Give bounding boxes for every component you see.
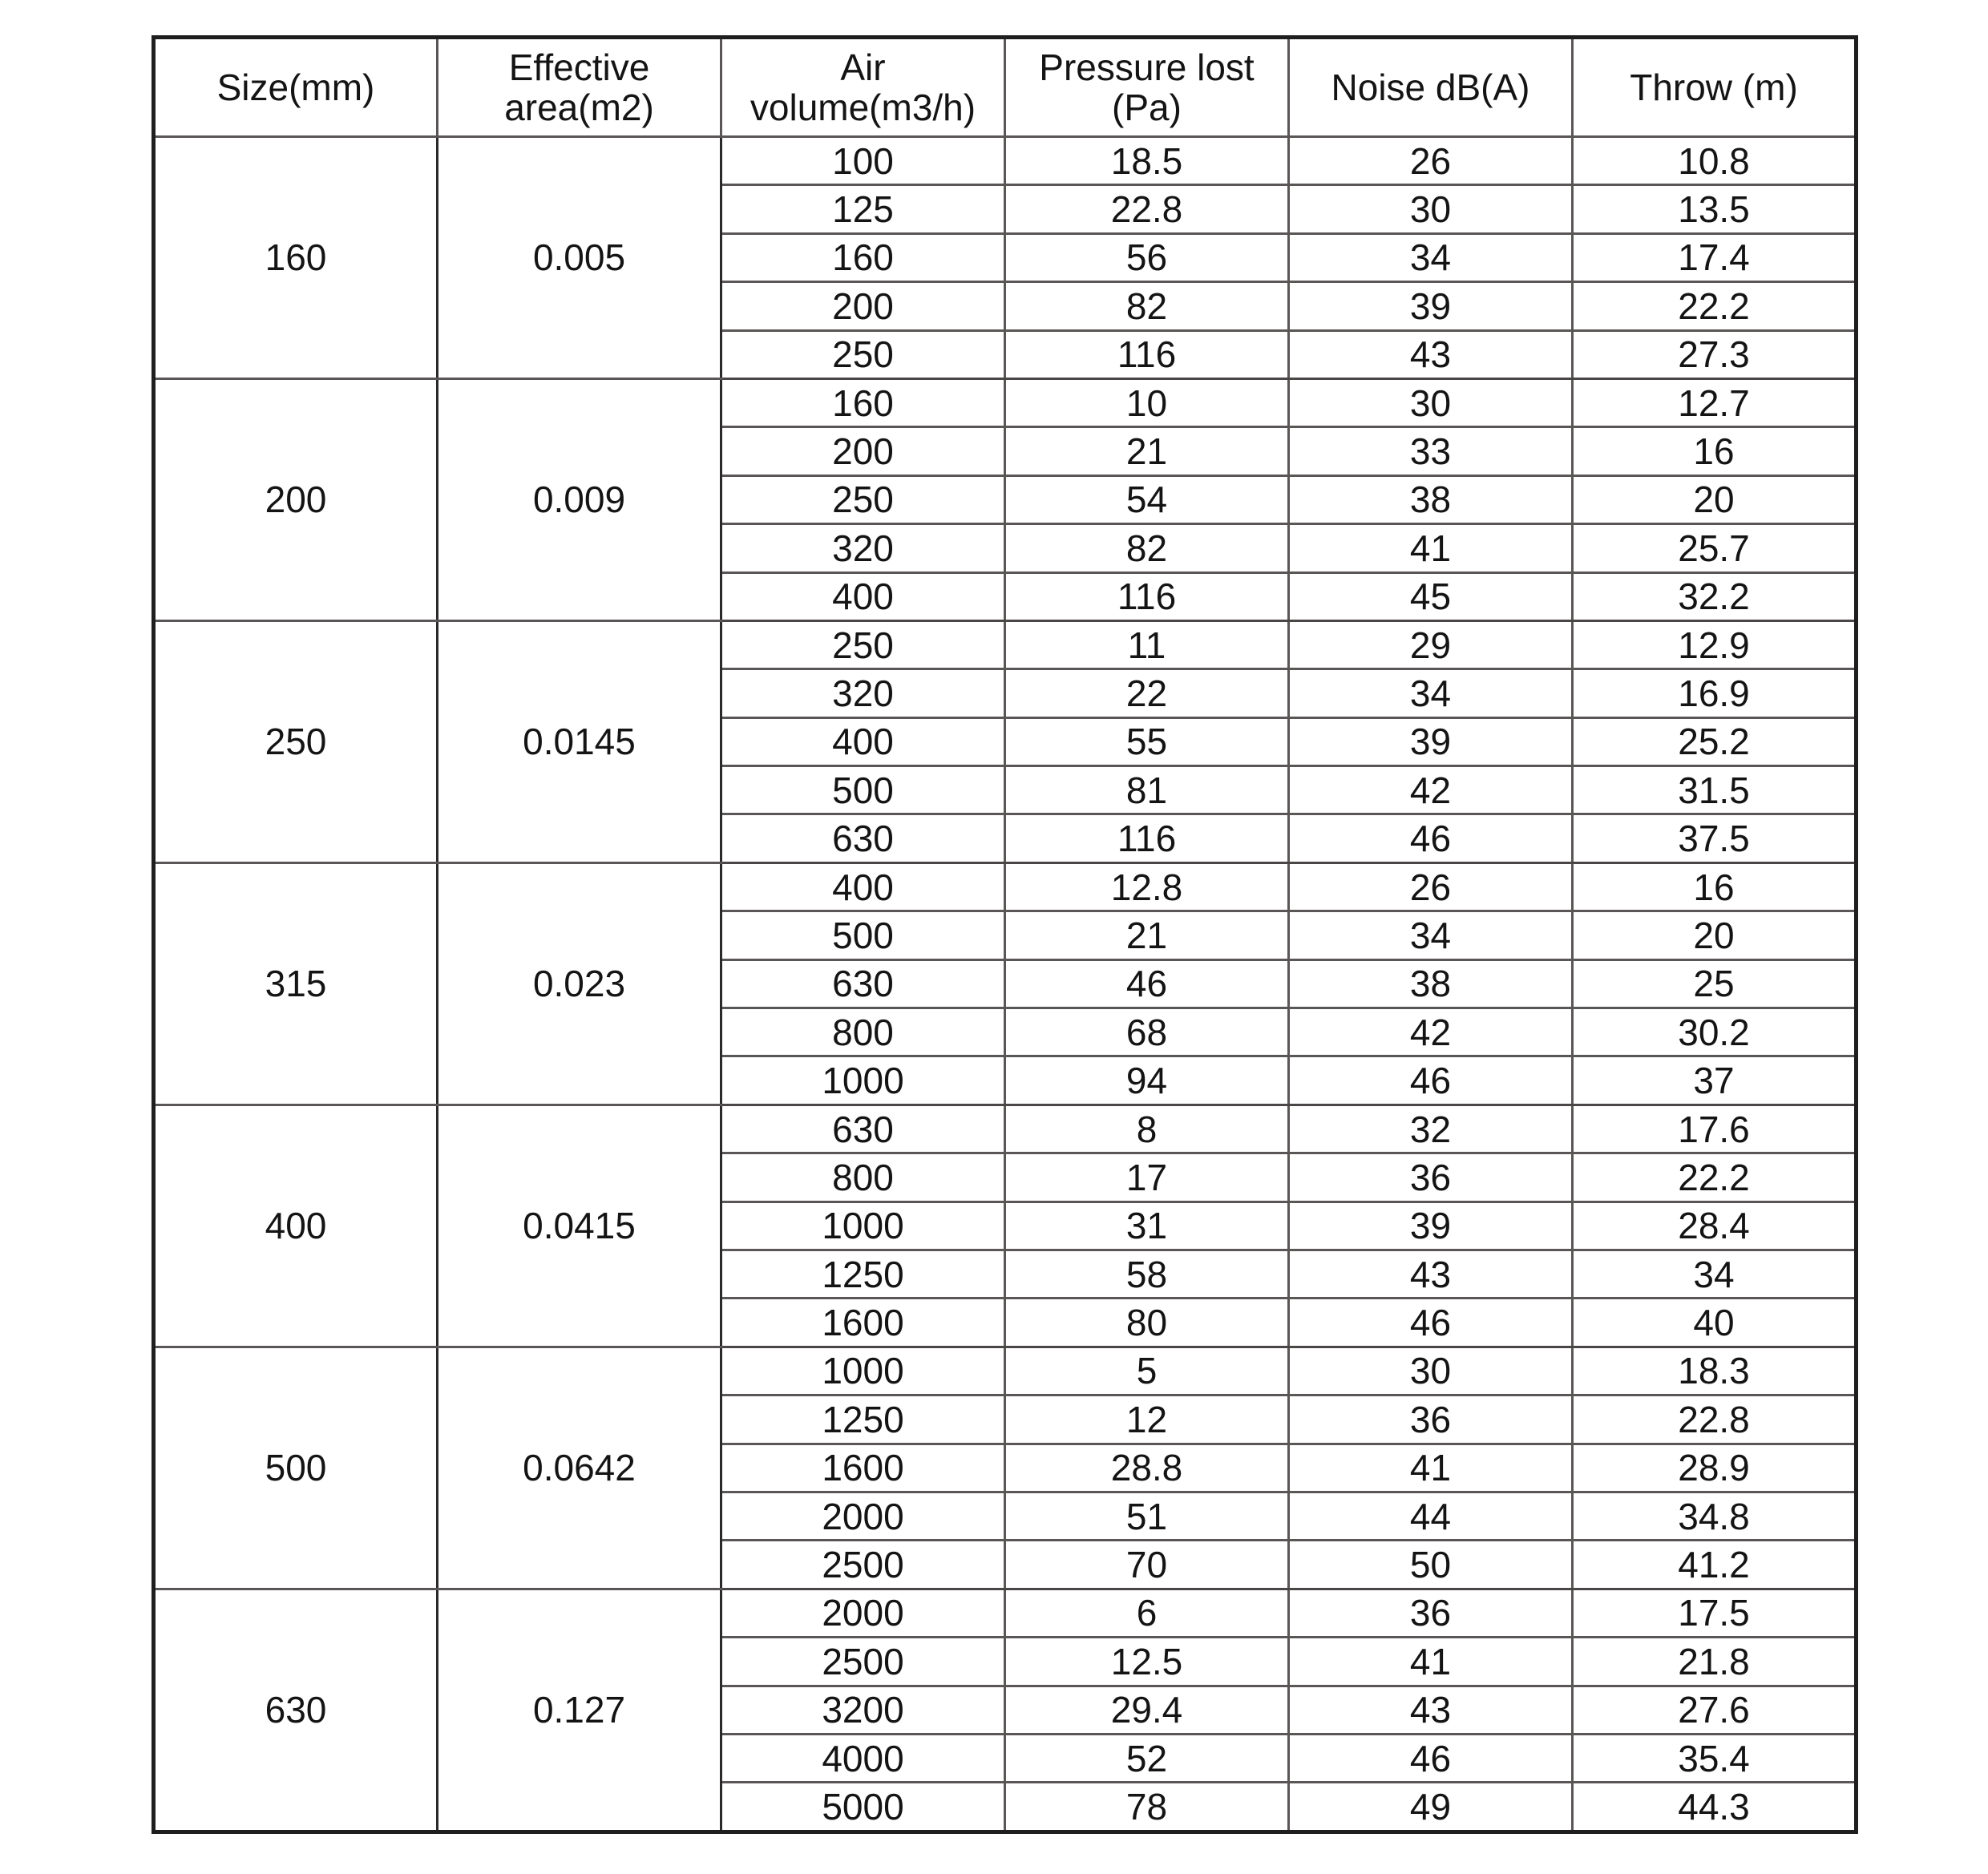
column-header-effective-area-line: Effective [508, 46, 650, 88]
air-volume-cell: 100 [721, 137, 1005, 185]
pressure-lost-cell: 116 [1005, 814, 1289, 862]
noise-cell: 39 [1289, 282, 1573, 330]
throw-cell: 13.5 [1573, 185, 1857, 233]
air-volume-cell: 4000 [721, 1734, 1005, 1782]
pressure-lost-cell: 22.8 [1005, 185, 1289, 233]
throw-cell: 25.2 [1573, 717, 1857, 765]
effective-area-cell: 0.0415 [438, 1105, 721, 1347]
pressure-lost-cell: 21 [1005, 911, 1289, 959]
air-volume-cell: 5000 [721, 1783, 1005, 1832]
air-volume-cell: 1250 [721, 1395, 1005, 1444]
pressure-lost-cell: 78 [1005, 1783, 1289, 1832]
throw-cell: 28.9 [1573, 1444, 1857, 1492]
air-volume-cell: 1250 [721, 1250, 1005, 1298]
size-cell: 315 [154, 862, 438, 1105]
noise-cell: 50 [1289, 1541, 1573, 1589]
air-volume-cell: 500 [721, 911, 1005, 959]
noise-cell: 39 [1289, 1202, 1573, 1250]
throw-cell: 20 [1573, 911, 1857, 959]
noise-cell: 26 [1289, 862, 1573, 911]
noise-cell: 43 [1289, 1686, 1573, 1734]
air-volume-cell: 250 [721, 330, 1005, 378]
throw-cell: 22.2 [1573, 1153, 1857, 1202]
pressure-lost-cell: 54 [1005, 475, 1289, 523]
throw-cell: 16 [1573, 427, 1857, 475]
throw-cell: 30.2 [1573, 1008, 1857, 1056]
pressure-lost-cell: 28.8 [1005, 1444, 1289, 1492]
noise-cell: 41 [1289, 524, 1573, 572]
noise-cell: 29 [1289, 620, 1573, 668]
noise-cell: 46 [1289, 1298, 1573, 1347]
column-header-air-volume [721, 38, 1005, 137]
air-volume-cell: 400 [721, 862, 1005, 911]
air-volume-cell: 125 [721, 185, 1005, 233]
noise-cell: 39 [1289, 717, 1573, 765]
noise-cell: 36 [1289, 1395, 1573, 1444]
pressure-lost-cell: 82 [1005, 282, 1289, 330]
effective-area-cell: 0.005 [438, 137, 721, 379]
table-body [154, 137, 1857, 1832]
noise-cell: 30 [1289, 378, 1573, 426]
table-row [154, 1105, 1857, 1153]
throw-cell: 27.6 [1573, 1686, 1857, 1734]
throw-cell: 17.5 [1573, 1589, 1857, 1637]
header-row [154, 38, 1857, 137]
noise-cell: 30 [1289, 185, 1573, 233]
throw-cell: 41.2 [1573, 1541, 1857, 1589]
table-row [154, 1589, 1857, 1637]
pressure-lost-cell: 17 [1005, 1153, 1289, 1202]
throw-cell: 17.4 [1573, 233, 1857, 281]
air-volume-cell: 250 [721, 475, 1005, 523]
column-header-pressure-lost-line: (Pa) [1112, 87, 1182, 128]
pressure-lost-cell: 12 [1005, 1395, 1289, 1444]
air-volume-cell: 200 [721, 427, 1005, 475]
air-volume-cell: 2500 [721, 1638, 1005, 1686]
size-cell: 200 [154, 378, 438, 620]
throw-cell: 12.7 [1573, 378, 1857, 426]
throw-cell: 37.5 [1573, 814, 1857, 862]
throw-cell: 32.2 [1573, 572, 1857, 620]
noise-cell: 43 [1289, 1250, 1573, 1298]
pressure-lost-cell: 22 [1005, 669, 1289, 717]
column-header-size [154, 38, 438, 137]
column-header-noise [1289, 38, 1573, 137]
throw-cell: 22.2 [1573, 282, 1857, 330]
pressure-lost-cell: 82 [1005, 524, 1289, 572]
noise-cell: 43 [1289, 330, 1573, 378]
effective-area-cell: 0.0145 [438, 620, 721, 862]
pressure-lost-cell: 81 [1005, 766, 1289, 814]
throw-cell: 21.8 [1573, 1638, 1857, 1686]
size-cell: 250 [154, 620, 438, 862]
air-volume-cell: 320 [721, 524, 1005, 572]
throw-cell: 40 [1573, 1298, 1857, 1347]
air-volume-cell: 800 [721, 1153, 1005, 1202]
noise-cell: 34 [1289, 669, 1573, 717]
size-cell: 630 [154, 1589, 438, 1832]
noise-cell: 42 [1289, 766, 1573, 814]
pressure-lost-cell: 51 [1005, 1492, 1289, 1540]
air-volume-cell: 630 [721, 1105, 1005, 1153]
pressure-lost-cell: 18.5 [1005, 137, 1289, 185]
pressure-lost-cell: 56 [1005, 233, 1289, 281]
noise-cell: 41 [1289, 1444, 1573, 1492]
pressure-lost-cell: 94 [1005, 1056, 1289, 1105]
throw-cell: 37 [1573, 1056, 1857, 1105]
air-volume-cell: 2000 [721, 1589, 1005, 1637]
throw-cell: 44.3 [1573, 1783, 1857, 1832]
air-volume-cell: 3200 [721, 1686, 1005, 1734]
pressure-lost-cell: 11 [1005, 620, 1289, 668]
pressure-lost-cell: 12.8 [1005, 862, 1289, 911]
effective-area-cell: 0.023 [438, 862, 721, 1105]
throw-cell: 17.6 [1573, 1105, 1857, 1153]
air-volume-cell: 2500 [721, 1541, 1005, 1589]
column-header-throw-line: Throw (m) [1630, 67, 1798, 108]
pressure-lost-cell: 55 [1005, 717, 1289, 765]
size-cell: 400 [154, 1105, 438, 1347]
column-header-throw [1573, 38, 1857, 137]
air-volume-cell: 320 [721, 669, 1005, 717]
column-header-pressure-lost [1005, 38, 1289, 137]
air-volume-cell: 160 [721, 233, 1005, 281]
noise-cell: 38 [1289, 959, 1573, 1008]
throw-cell: 34 [1573, 1250, 1857, 1298]
table-row [154, 620, 1857, 668]
throw-cell: 20 [1573, 475, 1857, 523]
effective-area-cell: 0.009 [438, 378, 721, 620]
column-header-effective-area [438, 38, 721, 137]
pressure-lost-cell: 58 [1005, 1250, 1289, 1298]
air-volume-cell: 1600 [721, 1298, 1005, 1347]
air-volume-cell: 400 [721, 717, 1005, 765]
throw-cell: 22.8 [1573, 1395, 1857, 1444]
effective-area-cell: 0.0642 [438, 1347, 721, 1589]
throw-cell: 28.4 [1573, 1202, 1857, 1250]
pressure-lost-cell: 68 [1005, 1008, 1289, 1056]
air-volume-cell: 200 [721, 282, 1005, 330]
noise-cell: 38 [1289, 475, 1573, 523]
noise-cell: 45 [1289, 572, 1573, 620]
noise-cell: 26 [1289, 137, 1573, 185]
air-volume-cell: 2000 [721, 1492, 1005, 1540]
air-volume-cell: 1000 [721, 1056, 1005, 1105]
noise-cell: 44 [1289, 1492, 1573, 1540]
pressure-lost-cell: 6 [1005, 1589, 1289, 1637]
noise-cell: 42 [1289, 1008, 1573, 1056]
noise-cell: 34 [1289, 911, 1573, 959]
noise-cell: 30 [1289, 1347, 1573, 1395]
table-row [154, 1347, 1857, 1395]
air-volume-cell: 1000 [721, 1347, 1005, 1395]
noise-cell: 41 [1289, 1638, 1573, 1686]
air-volume-cell: 630 [721, 959, 1005, 1008]
noise-cell: 49 [1289, 1783, 1573, 1832]
noise-cell: 46 [1289, 814, 1573, 862]
air-volume-cell: 500 [721, 766, 1005, 814]
effective-area-cell: 0.127 [438, 1589, 721, 1832]
noise-cell: 36 [1289, 1153, 1573, 1202]
pressure-lost-cell: 52 [1005, 1734, 1289, 1782]
pressure-lost-cell: 12.5 [1005, 1638, 1289, 1686]
throw-cell: 27.3 [1573, 330, 1857, 378]
throw-cell: 34.8 [1573, 1492, 1857, 1540]
size-cell: 160 [154, 137, 438, 379]
noise-cell: 32 [1289, 1105, 1573, 1153]
noise-cell: 33 [1289, 427, 1573, 475]
pressure-lost-cell: 8 [1005, 1105, 1289, 1153]
noise-cell: 34 [1289, 233, 1573, 281]
throw-cell: 12.9 [1573, 620, 1857, 668]
pressure-lost-cell: 10 [1005, 378, 1289, 426]
throw-cell: 18.3 [1573, 1347, 1857, 1395]
throw-cell: 16 [1573, 862, 1857, 911]
noise-cell: 46 [1289, 1056, 1573, 1105]
pressure-lost-cell: 29.4 [1005, 1686, 1289, 1734]
column-header-air-volume-line: volume(m3/h) [750, 87, 976, 128]
air-volume-cell: 800 [721, 1008, 1005, 1056]
size-cell: 500 [154, 1347, 438, 1589]
air-volume-cell: 630 [721, 814, 1005, 862]
table-row [154, 137, 1857, 185]
pressure-lost-cell: 5 [1005, 1347, 1289, 1395]
throw-cell: 25.7 [1573, 524, 1857, 572]
throw-cell: 10.8 [1573, 137, 1857, 185]
air-volume-cell: 1600 [721, 1444, 1005, 1492]
air-volume-cell: 400 [721, 572, 1005, 620]
table-header [154, 38, 1857, 137]
throw-cell: 25 [1573, 959, 1857, 1008]
column-header-pressure-lost-line: Pressure lost [1039, 46, 1255, 88]
pressure-lost-cell: 80 [1005, 1298, 1289, 1347]
column-header-air-volume-line: Air [840, 46, 886, 88]
throw-cell: 31.5 [1573, 766, 1857, 814]
pressure-lost-cell: 116 [1005, 330, 1289, 378]
air-volume-cell: 250 [721, 620, 1005, 668]
noise-cell: 36 [1289, 1589, 1573, 1637]
pressure-lost-cell: 21 [1005, 427, 1289, 475]
noise-cell: 46 [1289, 1734, 1573, 1782]
table-row [154, 862, 1857, 911]
pressure-lost-cell: 46 [1005, 959, 1289, 1008]
throw-cell: 16.9 [1573, 669, 1857, 717]
performance-spec-table [152, 35, 1858, 1834]
column-header-size-line: Size(mm) [216, 67, 375, 108]
pressure-lost-cell: 116 [1005, 572, 1289, 620]
column-header-noise-line: Noise dB(A) [1331, 67, 1530, 108]
air-volume-cell: 160 [721, 378, 1005, 426]
throw-cell: 35.4 [1573, 1734, 1857, 1782]
column-header-effective-area-line: area(m2) [504, 87, 654, 128]
air-volume-cell: 1000 [721, 1202, 1005, 1250]
pressure-lost-cell: 70 [1005, 1541, 1289, 1589]
table-row [154, 378, 1857, 426]
pressure-lost-cell: 31 [1005, 1202, 1289, 1250]
